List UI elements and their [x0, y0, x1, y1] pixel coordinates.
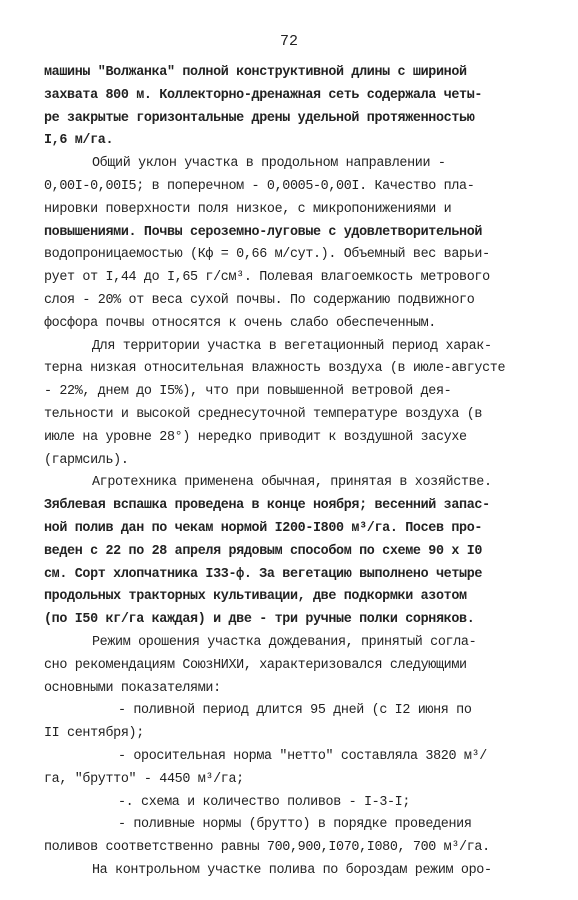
text-line: водопроницаемостью (Кф = 0,66 м/сут.). Объемный вес варьи- [44, 247, 490, 263]
text-line: ной полив дан по чекам нормой I200-I800 м³/га. Посев про- [44, 520, 483, 536]
text-line: поливов соответственно равны 700,900,I070,I080, 700 м³/га. [44, 840, 490, 856]
text-line: (гармсиль). [44, 452, 129, 468]
text-line: веден с 22 по 28 апреля рядовым способом по схеме 90 х I0 [44, 543, 483, 559]
text-line: захвата 800 м. Коллекторно-дренажная сеть содержала четы- [44, 87, 483, 103]
text-line: см. Сорт хлопчатника I33-ф. За вегетацию выполнено четыре [44, 566, 483, 582]
page-number: 72 [279, 33, 298, 50]
text-line: фосфора почвы относятся к очень слабо обеспеченным. [44, 315, 436, 331]
text-line: основными показателями: [44, 680, 221, 696]
text-line: - оросительная норма "нетто" составляла 3820 м³/ [118, 748, 487, 764]
text-line: (по I50 кг/га каждая) и две - три ручные полки сорняков. [44, 612, 475, 628]
text-line: На контрольном участке полива по бороздам режим оро- [92, 862, 492, 878]
text-line: слоя - 20% от веса сухой почвы. По содержанию подвижного [44, 292, 475, 308]
text-line: машины "Волжанка" полной конструктивной длины с шириной [44, 65, 467, 80]
text-line: I,6 м/га. [44, 133, 114, 149]
text-line: терна низкая относительная влажность воздуха (в июле-августе [44, 361, 506, 377]
text-line: нировки поверхности поля низкое, с микропонижениями и [44, 201, 452, 217]
text-line: Для территории участка в вегетационный период харак- [92, 338, 492, 354]
text-line: га, "брутто" - 4450 м³/га; [44, 771, 244, 787]
body-text [44, 62, 544, 883]
text-line: сно рекомендациям СоюзНИХИ, характеризовался следующими [44, 657, 467, 673]
text-line: рует от I,44 до I,65 г/см³. Полевая влагоемкость метрового [44, 270, 490, 286]
text-line: Агротехника применена обычная, принятая в хозяйстве. [92, 475, 492, 491]
text-line: - поливные нормы (брутто) в порядке проведения [118, 817, 472, 833]
text-line: продольных тракторных культивации, две подкормки азотом [44, 589, 467, 605]
text-line: Общий уклон участка в продольном направлении - [92, 156, 446, 172]
text-line: 0,00I-0,00I5; в поперечном - 0,0005-0,00I. Качество пла- [44, 178, 475, 194]
text-line: II сентября); [44, 726, 144, 742]
text-line: повышениями. Почвы сероземно-луговые с удовлетворительной [44, 224, 483, 240]
text-line: -. схема и количество поливов - I-3-I; [118, 794, 411, 810]
text-line: тельности и высокой среднесуточной температуре воздуха (в [44, 406, 483, 422]
text-line: ре закрытые горизонтальные дрены удельной протяженностью [44, 110, 475, 126]
text-line: Зяблевая вспашка проведена в конце ноября; весенний запас- [44, 498, 490, 514]
text-line: - 22%, днем до I5%), что при повышенной ветровой дея- [44, 384, 452, 400]
text-line: июле на уровне 28°) нередко приводит к воздушной засухе [44, 429, 467, 445]
text-line: - поливной период длится 95 дней (с I2 июня по [118, 703, 472, 719]
text-line: Режим орошения участка дождевания, принятый согла- [92, 634, 477, 650]
